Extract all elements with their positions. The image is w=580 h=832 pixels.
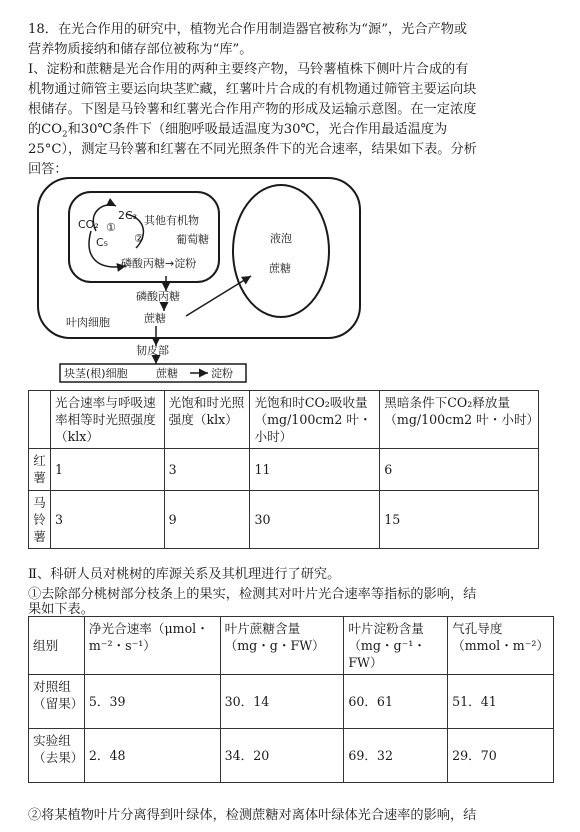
label-mesophyll-cell: 叶肉细胞 [66,316,110,329]
label-step-1: ① [106,221,116,234]
table-cell: 3 [50,491,164,549]
label-tuber-cell: 块茎(根)细胞 [64,367,128,380]
label-vacuole: 液泡 [270,232,292,245]
label-tuber-starch: 淀粉 [211,367,233,380]
q18-line-1: 18．在光合作用的研究中，植物光合作用制造器官被称为“源”，光合产物或 [28,22,468,37]
table-cell: 15 [380,491,539,549]
label-triose-starch: 磷酸丙糖→淀粉 [121,257,197,270]
row-label: 马铃薯 [29,491,51,549]
q18-line-2: 营养物质接纳和储存部位被称为“库”。 [28,42,253,57]
label-other-organic: 其他有机物 [144,214,199,227]
table-cell: 9 [164,491,250,549]
table-header-cell: 黑暗条件下CO₂释放量（mg/100cm2 叶・小时） [380,391,539,449]
table-cell: 3 [164,449,250,491]
label-step-2: ② [134,232,144,245]
table-header-cell: 净光合速率（μmol・m⁻²・s⁻¹） [84,617,220,675]
label-2c3: 2C₃ [118,209,138,222]
table-header-cell: 光合速率与呼吸速率相等时光照强度（klx） [50,391,164,449]
table-cell: 2．48 [84,729,220,783]
part2-line-3: 果如下表。 [28,602,94,617]
table-row [29,449,539,491]
table-cell: 29．70 [448,729,554,783]
q18-line-6: 的$CO_2$和30℃条件下（细胞呼吸最适温度为30℃，光合作用最适温度为 [28,122,448,140]
label-tuber-sucrose: 蔗糖 [156,367,178,380]
vacuole-outline [233,185,329,317]
q18-line-4: 机物通过筛管主要运向块茎贮藏，红薯叶片合成的有机物通过筛管主要运向块 [28,82,477,97]
table-header-cell: 组别 [29,617,85,675]
part2-line-1: Ⅱ、科研人员对桃树的库源关系及其机理进行了研究。 [28,567,341,582]
table-cell: 69．32 [344,729,448,783]
table-header-cell: 光饱和时光照强度（klx） [164,391,250,449]
table-cell: 60．61 [344,675,448,729]
light-response-table [28,390,539,549]
table-cell: 30．14 [220,675,344,729]
table-cell: 11 [250,449,380,491]
label-triose-phosphate: 磷酸丙糖 [136,290,180,303]
table-header-cell: 气孔导度（mmol・m⁻²） [448,617,554,675]
table-header-cell: 叶片蔗糖含量（mg・g・FW） [220,617,344,675]
table-header-row [29,617,554,675]
table-cell: 34．20 [220,729,344,783]
table-cell: 6 [380,449,539,491]
q18-line-7: 25°C），测定马铃薯和红薯在不同光照条件下的光合速率，结果如下表。分析 [28,142,477,157]
table-cell: 51．41 [448,675,554,729]
footer-line: ②将某植物叶片分离得到叶绿体，检测蔗糖对离体叶绿体光合速率的影响，结 [28,808,477,823]
table-header-cell: 光饱和时CO₂吸收量（mg/100cm2 叶・小时） [250,391,380,449]
label-c5: C₅ [96,236,109,249]
table-row [29,729,554,783]
fruit-removal-table [28,616,554,783]
part2-line-2: ①去除部分桃树部分枝条上的果实，检测其对叶片光合速率等指标的影响，结 [28,587,477,602]
table-header-cell: 叶片淀粉含量（mg・g⁻¹・FW） [344,617,448,675]
photosynthesis-transport-diagram [36,176,366,386]
label-vacuole-sucrose: 蔗糖 [269,262,291,275]
q18-line-8: 回答： [28,162,68,177]
table-cell: 30 [250,491,380,549]
table-row [29,491,539,549]
table-cell: 1 [50,449,164,491]
label-co2: CO₂ [78,218,99,231]
mesophyll-cell-outline [38,178,360,338]
table-cell: 5．39 [84,675,220,729]
label-phloem: 韧皮部 [136,344,169,357]
table-header-row [29,391,539,449]
row-label: 对照组（留果） [29,675,85,729]
row-label: 实验组（去果） [29,729,85,783]
label-glucose: 葡萄糖 [176,233,209,246]
label-sucrose: 蔗糖 [144,312,166,325]
table-row [29,675,554,729]
table-header-cell [29,391,51,449]
q18-line-3: Ⅰ、淀粉和蔗糖是光合作用的两种主要终产物，马铃薯植株下侧叶片合成的有 [28,62,469,77]
row-label: 红薯 [29,449,51,491]
q18-line-5: 根储存。下图是马铃薯和红薯光合作用产物的形成及运输示意图。在一定浓度 [28,102,477,117]
